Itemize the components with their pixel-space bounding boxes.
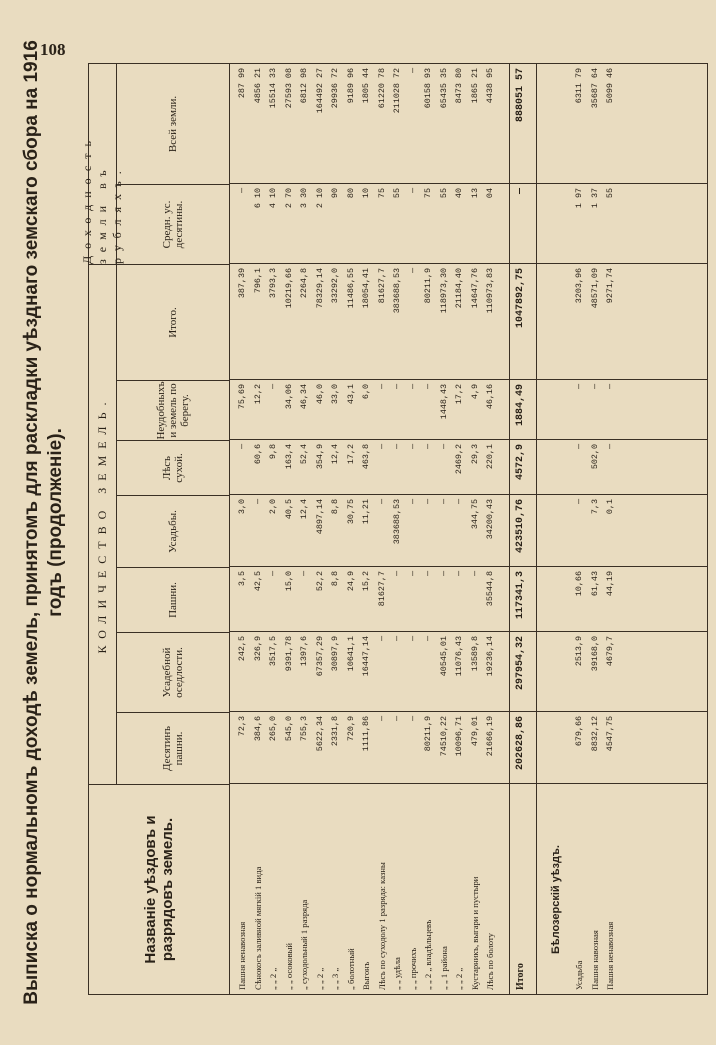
table-cell: 6311 79 [574,68,584,104]
table-cell: — [514,188,526,195]
row-label: „ „ прочихъ [407,947,418,990]
table-cell: 3,5 [237,571,247,587]
table-cell: 81627,7 [376,268,387,304]
table-cell: 15,0 [283,571,294,592]
table-cell: 4856 21 [252,68,263,104]
row-label: Пашня ненавозная [237,921,247,990]
table-cell: — [376,499,387,505]
table-cell: 387,39 [237,268,247,299]
table-cell: 220,1 [485,444,495,470]
table-row [392,64,408,994]
table-row [590,64,606,994]
table-cell: 8832,12 [589,716,600,752]
table-cell: 13 [469,188,480,199]
table-cell: 81627,7 [376,571,387,607]
table-cell: 463,8 [361,444,371,470]
district-heading: Бѣлозерскій уѣздъ. [550,845,562,954]
table-cell: — [407,68,418,74]
table-cell: 0,1 [605,499,615,515]
table-cell: 6812 98 [299,68,309,104]
table-cell: 4572,9 [514,444,526,481]
table-cell: 3203,96 [574,268,584,304]
table-cell: 29,3 [469,444,480,465]
table-cell: — [407,188,418,194]
table-cell: 67357,29 [314,636,325,677]
table-cell: 3793,3 [268,268,278,299]
table-cell: 80211,9 [423,268,433,304]
table-row [605,64,621,994]
table-cell: 10 [361,188,371,199]
table-cell: 8473 80 [454,68,464,104]
table-cell: 202628,86 [514,716,526,771]
table-row [408,64,424,994]
table-cell: 61,43 [589,571,600,597]
table-cell: 117341,3 [514,571,526,620]
table-cell: 16447,14 [361,636,371,677]
table-cell: 1448,43 [438,384,449,420]
table-cell: — [392,384,402,390]
table-cell: 17,2 [345,444,356,465]
table-cell: 10,66 [574,571,584,597]
table-cell: 7,3 [589,499,600,515]
table-row [485,64,501,994]
table-cell: 4679,7 [605,636,615,667]
row-label: „ „ 1 района [438,946,449,990]
table-row [470,64,486,994]
table-cell: 30,75 [345,499,356,525]
table-cell: — [605,444,615,450]
table-row [439,64,455,994]
table-cell: 297954,32 [514,636,526,691]
table-cell: 75,69 [237,384,247,410]
table-cell: 34,06 [283,384,294,410]
table-cell: 40 [454,188,464,199]
table-cell: 2469,2 [454,444,464,475]
table-cell: 888051 57 [514,68,526,123]
table-cell: 11486,55 [345,268,356,309]
table-cell: 211028 72 [392,68,402,114]
header-quantity-group: КОЛИЧЕСТВО ЗЕМЕЛЬ. [89,264,117,784]
table-cell: — [407,571,418,577]
row-label: „ болотный [345,948,356,990]
table-cell: 55 [605,188,615,199]
table-cell: 40,5 [283,499,294,520]
table-row [346,64,362,994]
table-cell: — [438,571,449,577]
header-col-6: Итого. [117,264,229,380]
table-cell: 29936 72 [330,68,340,109]
table-cell: 15,2 [361,571,371,592]
table-cell: 1805 44 [361,68,371,104]
table-cell: — [237,444,247,450]
header-income-group: Доходность земли въ рубляхъ. [89,64,117,264]
table-cell: 80 [345,188,356,199]
table-cell: — [392,571,402,577]
table-cell: 163,4 [283,444,294,470]
table-cell: 118973,30 [438,268,449,314]
table-cell: 55 [392,188,402,199]
table-cell: 17,2 [454,384,464,405]
table-cell: 720,9 [345,716,356,742]
table-cell: 287 99 [237,68,247,99]
table-cell: — [268,384,278,390]
table-cell: 502,0 [589,444,600,470]
table-cell: 242,5 [237,636,247,662]
table-cell: — [423,571,433,577]
table-cell: 2 10 [314,188,325,209]
table-cell: — [407,499,418,505]
table-cell: 326,9 [252,636,263,662]
table-cell: 80211,9 [423,716,433,752]
table-cell: 12,4 [330,444,340,465]
row-label: Лѣсъ по болоту [485,933,495,990]
table-row [284,64,300,994]
table-cell: 11,21 [361,499,371,525]
header-col-2: Пашни. [117,567,229,632]
table-cell: 796,1 [252,268,263,294]
row-label: Кустарникъ, выгари и пустыри [469,876,480,990]
header-col-7: Средн. ус. десятины. [117,184,229,264]
income-table [80,63,708,995]
table-row [515,64,531,994]
table-cell: 11076,43 [454,636,464,677]
table-row [377,64,393,994]
table-cell: 18054,41 [361,268,371,309]
table-cell: 60,6 [252,444,263,465]
row-separator [509,64,510,994]
table-cell: 3 30 [299,188,309,209]
table-row [268,64,284,994]
row-label: Сѣнокосъ заливной мягкій 1 вида [252,866,263,990]
table-cell: 4897,14 [314,499,325,535]
table-row [330,64,346,994]
table-cell: 35544,8 [485,571,495,607]
table-row [299,64,315,994]
table-cell: 2513,9 [574,636,584,667]
table-cell: 34200,43 [485,499,495,540]
table-cell: 4438 95 [485,68,495,104]
table-cell: 12,4 [299,499,309,520]
table-cell: 1047892,75 [514,268,526,329]
table-cell: 5099 46 [605,68,615,104]
table-cell: 1397,6 [299,636,309,667]
table-cell: 15514 33 [268,68,278,109]
table-cell: — [574,444,584,450]
table-cell: 6 10 [252,188,263,209]
row-label: „ суходольный 1 разряда [299,899,309,990]
table-cell: — [407,384,418,390]
table-row [423,64,439,994]
table-cell: 52,4 [299,444,309,465]
table-row [253,64,269,994]
table-cell: 75 [376,188,387,199]
table-cell: 21666,19 [485,716,495,757]
table-cell: 24,9 [345,571,356,592]
table-cell: 1884,49 [514,384,526,427]
row-label: Пашня навозная [589,930,600,990]
table-cell: 679,66 [574,716,584,747]
table-cell: 4 10 [268,188,278,209]
table-cell: 1865 21 [469,68,480,104]
table-cell: — [469,571,480,577]
table-cell: 46,34 [299,384,309,410]
table-cell: — [589,384,600,390]
row-label: „ „ 2 „ [454,967,464,990]
table-cell: 60158 93 [423,68,433,109]
header-col-5: Неудобныхъ и земель по берегу. [117,380,229,440]
table-cell: — [407,444,418,450]
table-cell: — [376,716,387,722]
table-cell: 46,0 [314,384,325,405]
table-cell: 61220 78 [376,68,387,109]
table-cell: 4547,75 [605,716,615,752]
table-cell: 2 70 [283,188,294,209]
row-label: Итого [514,963,526,990]
table-cell: 2331,8 [330,716,340,747]
table-cell: 35687 64 [589,68,600,109]
row-label: „ „ 2 „ [268,967,278,990]
table-cell: 65435 35 [438,68,449,109]
table-cell: 1 37 [589,188,600,209]
table-cell: 19236,14 [485,636,495,677]
table-cell: 44,19 [605,571,615,597]
table-cell: — [438,444,449,450]
row-label: Пашня ненавозная [605,921,615,990]
table-cell: 27593 08 [283,68,294,109]
table-cell: — [392,444,402,450]
header-name: Названіе уѣздовъ и разрядовъ земель. [89,784,229,994]
table-cell: — [454,571,464,577]
row-label: „ „ осоковый [283,942,294,990]
table-cell: 12,2 [252,384,263,405]
table-cell: 1111,86 [361,716,371,752]
table-cell: — [376,636,387,642]
page-number: 108 [40,40,66,59]
table-cell: — [574,384,584,390]
table-cell: 48571,09 [589,268,600,309]
table-cell: 3517,5 [268,636,278,667]
table-cell: 9189 96 [345,68,356,104]
table-cell: — [268,571,278,577]
table-cell: 75 [423,188,433,199]
table-cell: 1 97 [574,188,584,209]
table-cell: 383688,53 [392,499,402,545]
table-cell: 354,9 [314,444,325,470]
table-cell: — [392,716,402,722]
table-cell: 423510,76 [514,499,526,554]
table-cell: 384,6 [252,716,263,742]
header-col-4: Лѣсъ сухой. [117,440,229,495]
table-cell: — [299,571,309,577]
row-label: „ „ 2 „ владѣльцевъ [423,919,433,990]
header-col-3: Усадьбы. [117,495,229,567]
table-cell: 33,0 [330,384,340,405]
table-cell: 8,8 [330,571,340,587]
table-cell: 74510,22 [438,716,449,757]
table-cell: 46,16 [485,384,495,410]
table-row [315,64,331,994]
row-label: „ „ 3 „ [330,967,340,990]
table-cell: — [423,444,433,450]
row-label: Лѣсъ по суходолу 1 разряда: казны [376,862,387,990]
table-cell: 40545,01 [438,636,449,677]
table-cell: 110973,83 [485,268,495,314]
table-cell: — [407,636,418,642]
table-cell: 90 [330,188,340,199]
table-cell: 383688,53 [392,268,402,314]
table-cell: 10219,66 [283,268,294,309]
table-cell: — [407,716,418,722]
table-cell: 8,8 [330,499,340,515]
table-cell: 9271,74 [605,268,615,304]
table-cell: — [252,499,263,505]
table-cell: 5622,34 [314,716,325,752]
table-cell: — [392,636,402,642]
table-cell: 43,1 [345,384,356,405]
table-cell: 30897,9 [330,636,340,672]
table-cell: — [423,384,433,390]
table-cell: 479,01 [469,716,480,747]
table-cell: 52,2 [314,571,325,592]
table-cell: 42,5 [252,571,263,592]
table-cell: 164492 27 [314,68,325,114]
table-cell: — [376,444,387,450]
table-cell: 14647,76 [469,268,480,309]
table-cell: 04 [485,188,495,199]
table-body [229,64,707,994]
table-cell: — [605,384,615,390]
table-cell: — [423,636,433,642]
header-col-8: Всей земли. [167,95,179,153]
table-cell: 545,0 [283,716,294,742]
table-cell: 4,9 [469,384,480,400]
row-label: Усадьба [574,960,584,990]
table-row [361,64,377,994]
row-label: Выгонъ [361,961,371,990]
page-title: Выписка о нормальномъ доходѣ земель, принятомъ для раскладки уѣзднаго земскаго сбора на 1916 годъ (продолженіе). [21,40,66,1005]
table-cell: 21184,40 [454,268,464,309]
table-cell: 344,75 [469,499,480,530]
table-cell: — [237,188,247,194]
header-col-0: Десятинъ пашни. [117,712,229,784]
table-cell: 265,0 [268,716,278,742]
header-col-1: Усадебной оседлости. [117,632,229,712]
table-cell: — [407,268,418,274]
row-label: „ „ 2 „ [314,967,325,990]
table-cell: 39168,0 [589,636,600,672]
table-cell: 13589,8 [469,636,480,672]
table-cell: — [438,499,449,505]
table-cell: — [423,499,433,505]
table-cell: 72,3 [237,716,247,737]
table-header [80,64,230,994]
table-cell: 3,0 [237,499,247,515]
table-cell: 9391,78 [283,636,294,672]
table-cell: 9,8 [268,444,278,460]
row-label: „ „ удѣла [392,957,402,990]
table-cell: 2,0 [268,499,278,515]
table-row [237,64,253,994]
table-cell: 55 [438,188,449,199]
table-cell: — [454,499,464,505]
table-cell: 78329,14 [314,268,325,309]
table-cell: 2264,8 [299,268,309,299]
table-cell: 10096,71 [454,716,464,757]
table-cell: 755,3 [299,716,309,742]
table-cell: 33292,0 [330,268,340,304]
table-cell: — [574,499,584,505]
table-cell: 10641,1 [345,636,356,672]
table-row [454,64,470,994]
table-cell: — [376,384,387,390]
table-cell: 6,0 [361,384,371,400]
row-separator [536,64,537,994]
table-row [574,64,590,994]
